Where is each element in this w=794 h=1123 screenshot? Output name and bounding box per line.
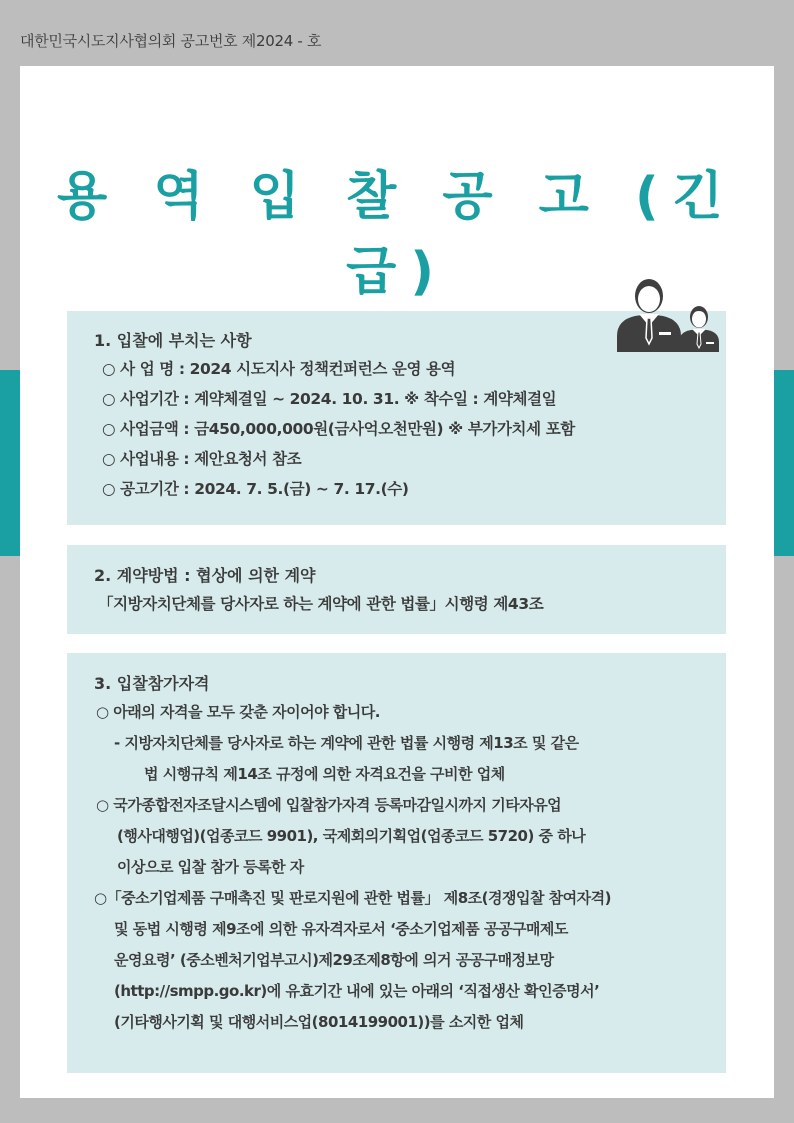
section-contract-method [67,545,726,634]
section3-line: 운영요령’ (중소벤처기업부고시)제29조제8항에 의거 공공구매정보망 [114,951,554,969]
section2-line: 「지방자치단체를 당사자로 하는 계약에 관한 법률」시행령 제43조 [98,595,544,613]
section3-line: - 지방자치단체를 당사자로 하는 계약에 관한 법률 시행령 제13조 및 같은 [114,734,579,752]
section1-item: ○ 사업금액 : 금450,000,000원(금사억오천만원) ※ 부가가치세 포함 [102,420,575,438]
accent-band-left [0,370,20,556]
section3-line: (기타행사기획 및 대행서비스업(8014199001))를 소지한 업체 [114,1013,524,1031]
section3-line: ○「중소기업제품 구매촉진 및 판로지원에 관한 법률」 제8조(경쟁입찰 참여자격) [94,889,611,907]
notice-page [20,66,774,1098]
section3-line: 이상으로 입찰 참가 등록한 자 [117,858,304,876]
business-people-icon [617,274,727,352]
section3-line: (http://smpp.go.kr)에 유효기간 내에 있는 아래의 ‘직접생산 확인증명서’ [114,982,600,1000]
section-eligibility [67,653,726,1073]
section1-item: ○ 사 업 명 : 2024 시도지사 정책컨퍼런스 운영 용역 [102,360,456,378]
section3-line: 법 시행규칙 제14조 규정에 의한 자격요건을 구비한 업체 [144,765,505,783]
section3-line: ○ 아래의 자격을 모두 갖춘 자이어야 합니다. [96,703,380,721]
section3-line: ○ 국가종합전자조달시스템에 입찰참가자격 등록마감일시까지 기타자유업 [96,796,562,814]
accent-band-right [774,370,794,556]
page-title: 용 역 입 찰 공 고 (긴급) [56,167,737,302]
section3-heading: 3. 입찰참가자격 [94,674,210,693]
header-notice-number: 대한민국시도지사협의회 공고번호 제2024 - 호 [20,32,322,50]
section3-line: 및 동법 시행령 제9조에 의한 유자격자로서 ‘중소기업제품 공공구매제도 [114,920,568,938]
section1-item: ○ 사업내용 : 제안요청서 참조 [102,450,302,468]
section1-item: ○ 공고기간 : 2024. 7. 5.(금) ~ 7. 17.(수) [102,480,409,498]
section1-item: ○ 사업기간 : 계약체결일 ~ 2024. 10. 31. ※ 착수일 : 계약체결일 [102,390,557,408]
section2-heading: 2. 계약방법 : 협상에 의한 계약 [94,566,316,585]
section3-line: (행사대행업)(업종코드 9901), 국제회의기획업(업종코드 5720) 중 하나 [117,827,586,845]
section1-heading: 1. 입찰에 부치는 사항 [94,331,252,350]
